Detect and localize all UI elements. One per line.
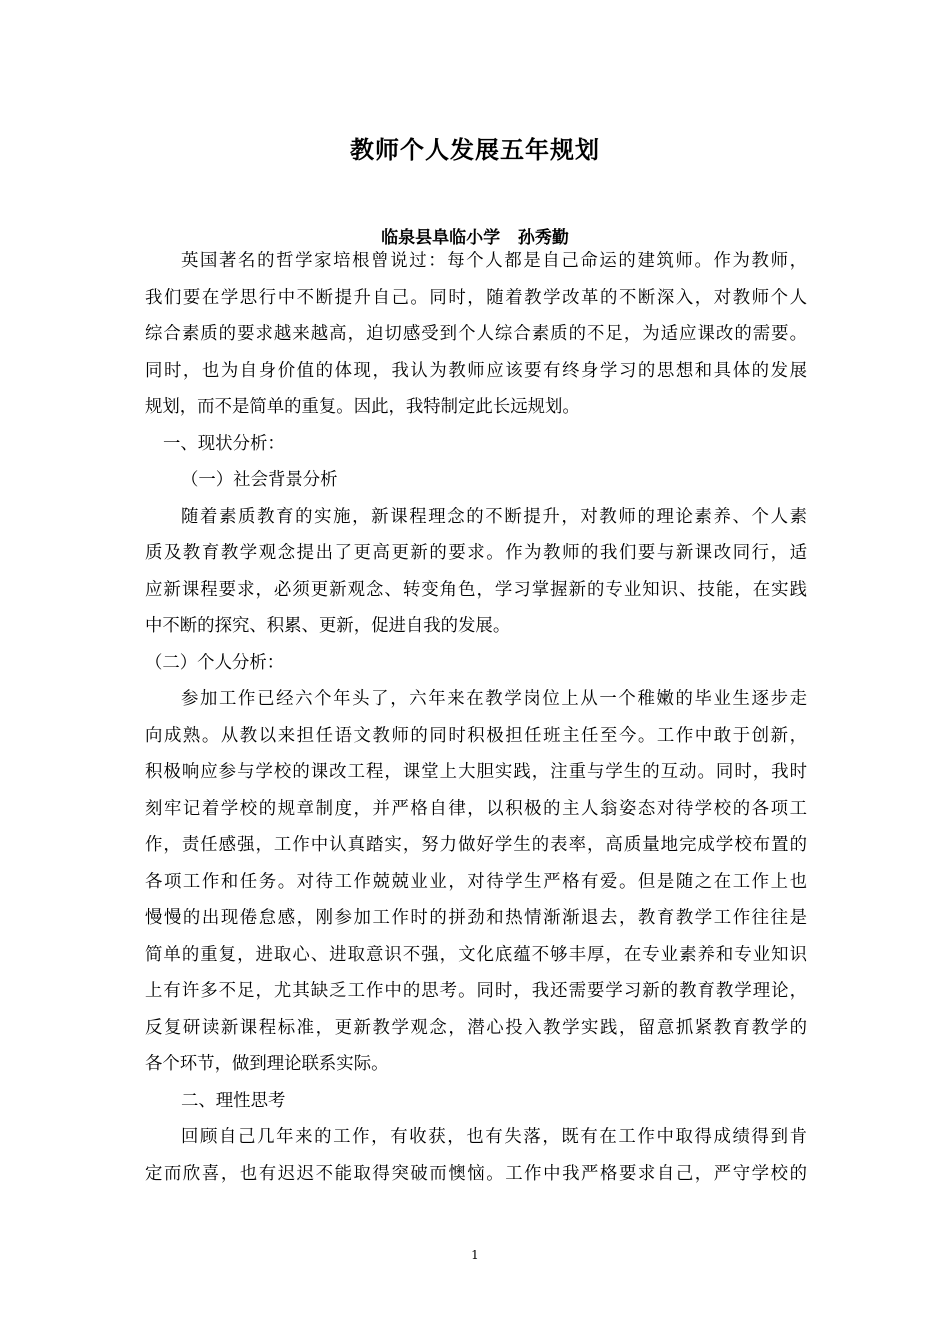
text-line: 简单的重复，进取心、进取意识不强，文化底蕴不够丰厚，在专业素养和专业知识 (145, 944, 807, 965)
subsection-heading-social-background: （一）社会背景分析 (181, 470, 338, 490)
text-line: 慢慢的出现倦怠感，刚参加工作时的拼劲和热情渐渐退去，教育教学工作往往是 (145, 908, 807, 928)
paragraph-intro (145, 248, 807, 431)
text-line: 积极响应参与学校的课改工程，课堂上大胆实践，注重与学生的互动。同时，我时 (145, 762, 807, 782)
text-line: 质及教育教学观念提出了更高更新的要求。作为教师的我们要与新课改同行，适 (145, 543, 807, 563)
paragraph-social-background (145, 504, 807, 650)
text-line: 回顾自己几年来的工作，有收获，也有失落，既有在工作中取得成绩得到肯 (181, 1127, 807, 1147)
text-line: 定而欣喜，也有迟迟不能取得突破而懊恼。工作中我严格要求自己，严守学校的 (145, 1163, 807, 1184)
text-line: 各个环节，做到理论联系实际。 (145, 1054, 389, 1074)
text-line: 随着素质教育的实施，新课程理念的不断提升，对教师的理论素养、个人素 (181, 506, 807, 527)
text-line: 中不断的探究、积累、更新，促进自我的发展。 (145, 616, 511, 636)
text-line: 反复研读新课程标准，更新教学观念，潜心投入教学实践，留意抓紧教育教学的 (145, 1017, 807, 1038)
subsection-heading-personal-analysis: （二）个人分析： (145, 652, 285, 673)
text-line: 各项工作和任务。对待工作兢兢业业，对待学生严格有爱。但是随之在工作上也 (145, 871, 807, 892)
page-number: 1 (471, 1248, 479, 1262)
text-line: 上有许多不足，尤其缺乏工作中的思考。同时，我还需要学习新的教育教学理论， (145, 981, 807, 1001)
text-line: 应新课程要求，必须更新观念、转变角色，学习掌握新的专业知识、技能，在实践 (145, 579, 807, 600)
section-heading-rational-thinking: 二、理性思考 (181, 1090, 286, 1111)
document-title: 教师个人发展五年规划 (350, 136, 600, 164)
text-line: 参加工作已经六个年头了，六年来在教学岗位上从一个稚嫩的毕业生逐步走 (181, 689, 807, 709)
text-line: 同时，也为自身价值的体现，我认为教师应该要有终身学习的思想和具体的发展 (145, 360, 807, 381)
text-line: 刻牢记着学校的规章制度，并严格自律，以积极的主人翁姿态对待学校的各项工 (145, 798, 807, 819)
text-line: 作，责任感强，工作中认真踏实，努力做好学生的表率，高质量地完成学校布置的 (145, 835, 807, 855)
paragraph-rational-thinking (145, 1124, 807, 1197)
author-line: 临泉县阜临小学 孙秀勤 (381, 228, 569, 248)
text-line: 综合素质的要求越来越高，迫切感受到个人综合素质的不足，为适应课改的需要。 (145, 324, 807, 344)
text-line: 英国著名的哲学家培根曾说过：每个人都是自己命运的建筑师。作为教师， (181, 251, 807, 271)
section-heading-status-analysis: 一、现状分析： (163, 433, 285, 454)
text-line: 向成熟。从教以来担任语文教师的同时积极担任班主任至今。工作中敢于创新， (145, 725, 807, 746)
text-line: 我们要在学思行中不断提升自己。同时，随着教学改革的不断深入，对教师个人 (145, 287, 807, 308)
document-body (145, 248, 807, 1197)
text-line: 规划，而不是简单的重复。因此，我特制定此长远规划。 (145, 397, 580, 417)
paragraph-personal-analysis (145, 686, 807, 1088)
